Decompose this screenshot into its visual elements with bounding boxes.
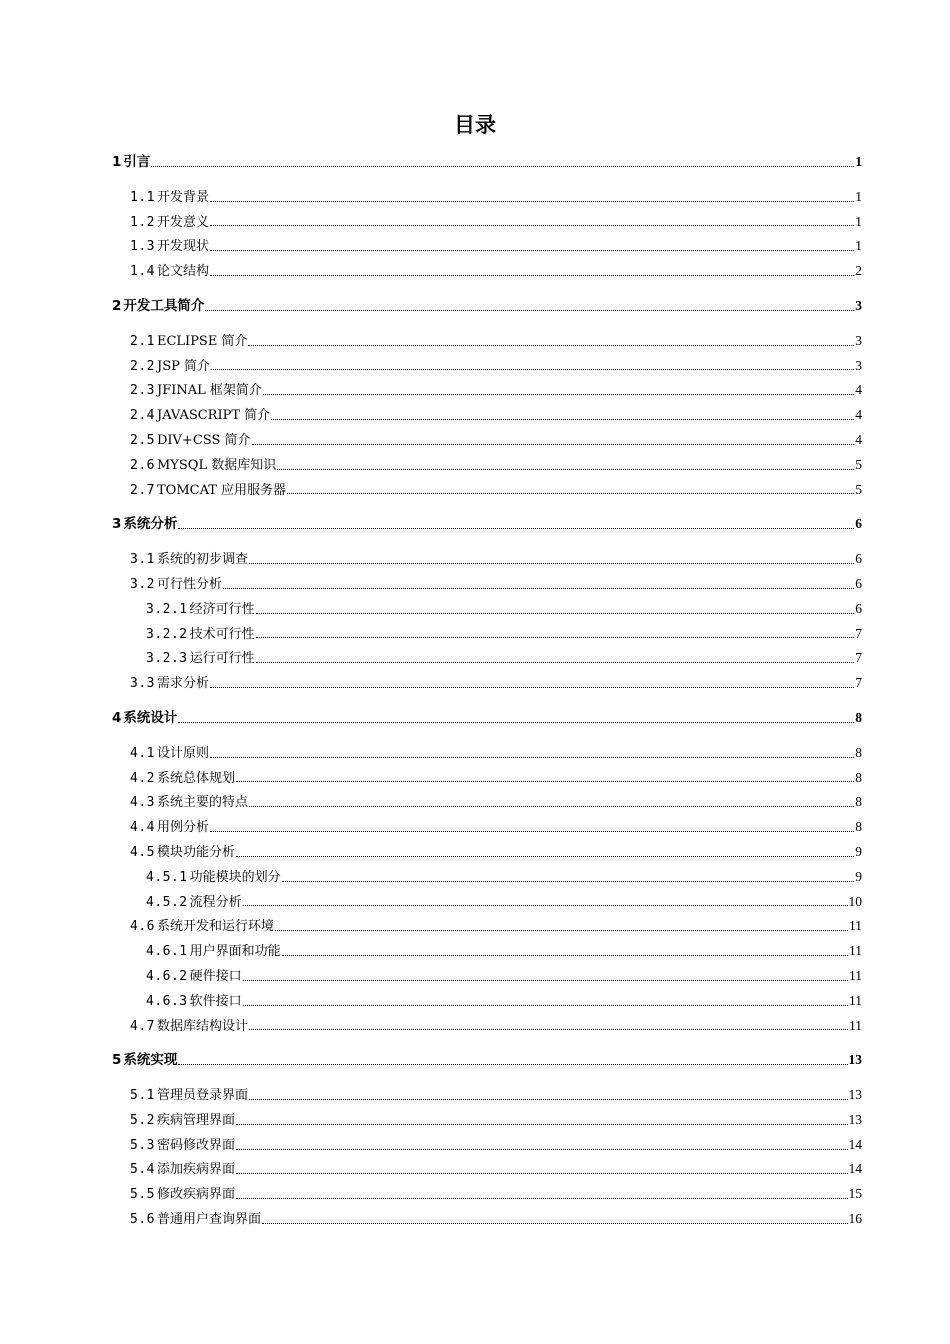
- toc-entry-page: 11: [849, 1017, 862, 1033]
- toc-entry[interactable]: [112, 890, 862, 915]
- toc-entry[interactable]: [112, 840, 862, 865]
- dot-leader: [236, 1149, 848, 1150]
- toc-entry[interactable]: [112, 378, 862, 403]
- toc-entry-number: 4: [112, 709, 122, 726]
- toc-entry-label: 密码修改界面: [156, 1137, 235, 1153]
- toc-entry-label: DIV+CSS 简介: [156, 432, 251, 448]
- toc-entry[interactable]: [112, 741, 862, 766]
- toc-entry-page: 8: [855, 744, 862, 760]
- dot-leader: [236, 1198, 848, 1199]
- toc-entry-page: 6: [855, 600, 862, 616]
- toc-entry-number: 2.6: [130, 457, 155, 473]
- toc-entry-label: 管理员登录界面: [156, 1088, 248, 1104]
- toc-entry-page: 6: [855, 575, 862, 591]
- toc-entry-label: 经济可行性: [189, 601, 255, 617]
- toc-entry-number: 2: [112, 297, 122, 314]
- toc-entry-page: 9: [855, 868, 862, 884]
- toc-entry-number: 5.2: [130, 1112, 155, 1128]
- toc-entry-number: 4.2: [130, 770, 155, 786]
- toc-entry-page: 2: [855, 263, 862, 279]
- dot-leader: [210, 757, 854, 758]
- toc-entry-number: 2.7: [130, 482, 155, 498]
- dot-leader: [223, 588, 854, 589]
- toc-entry[interactable]: [112, 815, 862, 840]
- toc-entry-number: 3: [112, 516, 122, 533]
- toc-entry[interactable]: [112, 622, 862, 647]
- toc-entry-number: 3.2: [130, 576, 155, 592]
- dot-leader: [287, 493, 854, 494]
- toc-entry-label: JAVASCRIPT 简介: [156, 408, 271, 424]
- toc-entry-page: 13: [848, 1052, 862, 1068]
- toc-entry-label: 数据库结构设计: [156, 1018, 248, 1034]
- toc-entry-page: 6: [855, 551, 862, 567]
- toc-entry-label: 系统设计: [123, 709, 178, 726]
- dot-leader: [249, 1099, 848, 1100]
- toc-entry-page: 5: [855, 481, 862, 497]
- toc-entry-label: JSP 简介: [156, 358, 210, 374]
- toc-entry-label: 普通用户查询界面: [156, 1212, 261, 1228]
- toc-entry-label: 开发现状: [156, 239, 209, 255]
- toc-entry[interactable]: [112, 1014, 862, 1039]
- toc-entry-page: 1: [855, 154, 862, 169]
- dot-leader: [236, 781, 854, 782]
- toc-entry[interactable]: [112, 706, 862, 731]
- toc-entry-label: 可行性分析: [156, 576, 222, 592]
- toc-entry-number: 3.2.1: [146, 601, 188, 617]
- toc-entry[interactable]: [112, 259, 862, 284]
- toc-entry-number: 1: [112, 154, 122, 170]
- toc-entry-number: 2.3: [130, 383, 155, 399]
- dot-leader: [275, 930, 848, 931]
- toc-entry[interactable]: [112, 547, 862, 572]
- dot-leader: [256, 662, 855, 663]
- toc-entry[interactable]: [112, 989, 862, 1014]
- toc-entry-page: 11: [849, 918, 862, 934]
- toc-entry-number: 1.1: [130, 189, 155, 205]
- toc-entry[interactable]: [112, 354, 862, 379]
- toc-entry-number: 2.1: [130, 333, 155, 349]
- toc-entry-page: 4: [855, 382, 862, 398]
- dot-leader: [282, 955, 848, 956]
- dot-leader: [256, 613, 855, 614]
- toc-entry-page: 7: [855, 625, 862, 641]
- toc-entry-number: 4.3: [130, 795, 155, 811]
- toc-entry-page: 3: [855, 357, 862, 373]
- toc-entry-number: 2.2: [130, 358, 155, 374]
- dot-leader: [243, 905, 848, 906]
- toc-entry[interactable]: [112, 646, 862, 671]
- toc-entry-page: 8: [855, 794, 862, 810]
- toc-entry-number: 2.5: [130, 432, 155, 448]
- toc-entry[interactable]: [112, 671, 862, 696]
- toc-entry[interactable]: [112, 329, 862, 354]
- toc-entry-number: 1.2: [130, 214, 155, 230]
- toc-entry-number: 2.4: [130, 408, 155, 424]
- toc-entry-number: 5.1: [130, 1088, 155, 1104]
- toc-entry[interactable]: [112, 1133, 862, 1158]
- toc-entry-number: 4.5: [130, 844, 155, 860]
- toc-entry-label: ECLIPSE 简介: [156, 333, 248, 349]
- toc-entry-page: 4: [855, 431, 862, 447]
- toc-entry-page: 10: [848, 893, 862, 909]
- toc-entry-number: 5: [112, 1052, 122, 1069]
- dot-leader: [252, 444, 855, 445]
- toc-entry[interactable]: [112, 1048, 862, 1073]
- toc-entry-number: 4.5.1: [146, 869, 188, 885]
- toc-entry[interactable]: [112, 939, 862, 964]
- toc-entry-label: 系统实现: [123, 1052, 178, 1069]
- toc-entry[interactable]: [112, 766, 862, 791]
- toc-entry[interactable]: [112, 210, 862, 235]
- toc-entry-page: 9: [855, 843, 862, 859]
- toc-entry-label: 软件接口: [189, 993, 242, 1009]
- toc-entry-page: 6: [855, 516, 862, 532]
- toc-entry-page: 13: [848, 1087, 862, 1103]
- toc-entry-page: 8: [855, 709, 862, 725]
- toc-entry[interactable]: [112, 1083, 862, 1108]
- dot-leader: [210, 201, 854, 202]
- toc-entry-number: 3.2.2: [146, 626, 188, 642]
- dot-leader: [263, 394, 854, 395]
- toc-entry[interactable]: [112, 294, 862, 319]
- toc-entry-page: 8: [855, 769, 862, 785]
- toc-entry-label: 流程分析: [189, 894, 242, 910]
- toc-entry[interactable]: [112, 150, 862, 175]
- toc-entry-page: 11: [849, 992, 862, 1008]
- dot-leader: [277, 469, 854, 470]
- toc-entry-number: 5.4: [130, 1162, 155, 1178]
- dot-leader: [178, 528, 854, 529]
- toc-entry-number: 3.3: [130, 676, 155, 692]
- toc-entry[interactable]: [112, 234, 862, 259]
- toc-entry-page: 16: [848, 1211, 862, 1227]
- toc-entry[interactable]: [112, 403, 862, 428]
- toc-entry-page: 3: [855, 332, 862, 348]
- toc-entry[interactable]: [112, 1157, 862, 1182]
- toc-entry-page: 1: [855, 238, 862, 254]
- toc-entry-number: 4.1: [130, 745, 155, 761]
- toc-entry-number: 4.6.2: [146, 968, 188, 984]
- toc-entry-label: 用例分析: [156, 820, 209, 836]
- toc-entry-number: 4.4: [130, 820, 155, 836]
- toc-entry[interactable]: [112, 478, 862, 503]
- dot-leader: [210, 275, 854, 276]
- dot-leader: [248, 345, 854, 346]
- dot-leader: [210, 687, 854, 688]
- toc-entry[interactable]: [112, 790, 862, 815]
- toc-entry-label: 疾病管理界面: [156, 1112, 235, 1128]
- toc-entry-label: 开发背景: [156, 189, 209, 205]
- toc-entry[interactable]: [112, 1207, 862, 1232]
- dot-leader: [249, 1029, 848, 1030]
- toc-entry-label: 硬件接口: [189, 968, 242, 984]
- dot-leader: [282, 881, 855, 882]
- toc-entry-page: 13: [848, 1111, 862, 1127]
- dot-leader: [210, 831, 854, 832]
- toc-entry[interactable]: [112, 428, 862, 453]
- dot-leader: [205, 310, 854, 311]
- toc-entry-label: 需求分析: [156, 676, 209, 692]
- toc-entry-page: 1: [855, 213, 862, 229]
- toc-entry-page: 14: [848, 1136, 862, 1152]
- toc-entry-number: 1.3: [130, 239, 155, 255]
- toc-entry-label: 添加疾病界面: [156, 1162, 235, 1178]
- toc-entry-label: JFINAL 框架简介: [156, 383, 262, 399]
- toc-entry[interactable]: [112, 597, 862, 622]
- toc-entry-number: 3.1: [130, 552, 155, 568]
- toc-entry[interactable]: [112, 572, 862, 597]
- dot-leader: [262, 1223, 848, 1224]
- toc-entry-page: 7: [855, 675, 862, 691]
- toc-entry[interactable]: [112, 914, 862, 939]
- toc-entry-number: 4.7: [130, 1018, 155, 1034]
- toc-entry-label: 模块功能分析: [156, 844, 235, 860]
- toc-entry-page: 11: [849, 943, 862, 959]
- dot-leader: [243, 980, 848, 981]
- dot-leader: [151, 166, 854, 167]
- dot-leader: [178, 1064, 847, 1065]
- toc-entry-label: 开发工具简介: [123, 297, 205, 314]
- dot-leader: [236, 1173, 848, 1174]
- toc-entry[interactable]: [112, 185, 862, 210]
- toc-entry-page: 1: [855, 188, 862, 204]
- toc-entry-label: 系统主要的特点: [156, 795, 248, 811]
- toc-entry-label: 系统分析: [123, 516, 178, 533]
- toc-entry-label: 技术可行性: [189, 626, 255, 642]
- toc-entry-label: 开发意义: [156, 214, 209, 230]
- dot-leader: [249, 563, 854, 564]
- toc-entry-page: 7: [855, 650, 862, 666]
- dot-leader: [178, 722, 854, 723]
- dot-leader: [243, 1005, 848, 1006]
- toc-entry[interactable]: [112, 1108, 862, 1133]
- toc-entry-label: 功能模块的划分: [189, 869, 281, 885]
- toc-entry-page: 15: [848, 1186, 862, 1202]
- toc-entry-page: 3: [855, 297, 862, 313]
- toc-entry-number: 4.6: [130, 919, 155, 935]
- toc-entry-label: 修改疾病界面: [156, 1187, 235, 1203]
- toc-entry-page: 11: [849, 967, 862, 983]
- dot-leader: [256, 637, 855, 638]
- toc-entry-number: 3.2.3: [146, 651, 188, 667]
- dot-leader: [211, 369, 854, 370]
- dot-leader: [249, 806, 854, 807]
- toc-entry-number: 5.3: [130, 1137, 155, 1153]
- dot-leader: [236, 856, 854, 857]
- toc-entry-label: 系统开发和运行环境: [156, 919, 274, 935]
- toc-entry-label: 运行可行性: [189, 651, 255, 667]
- toc-entry[interactable]: [112, 1182, 862, 1207]
- toc-entry-number: 5.5: [130, 1187, 155, 1203]
- toc-entry-label: 系统总体规划: [156, 770, 235, 786]
- dot-leader: [271, 419, 854, 420]
- toc-entry-label: 引言: [123, 154, 151, 170]
- toc-entry-label: 论文结构: [156, 264, 209, 280]
- toc-entry-number: 4.5.2: [146, 894, 188, 910]
- toc-entry-page: 14: [848, 1161, 862, 1177]
- toc-entry-number: 4.6.1: [146, 944, 188, 960]
- toc-entry-number: 4.6.3: [146, 993, 188, 1009]
- toc-entry-page: 8: [855, 819, 862, 835]
- dot-leader: [210, 250, 854, 251]
- toc-entry[interactable]: [112, 964, 862, 989]
- toc-entry-number: 5.6: [130, 1212, 155, 1228]
- toc-entry[interactable]: [112, 453, 862, 478]
- toc-entry-label: 设计原则: [156, 745, 209, 761]
- toc-entry-label: 系统的初步调查: [156, 552, 248, 568]
- toc-entry-page: 4: [855, 407, 862, 423]
- toc-entry-label: 用户界面和功能: [189, 944, 281, 960]
- toc-entry-page: 5: [855, 456, 862, 472]
- dot-leader: [236, 1124, 848, 1125]
- toc-entry[interactable]: [112, 865, 862, 890]
- table-of-contents: [112, 150, 862, 1232]
- toc-entry-label: TOMCAT 应用服务器: [156, 482, 287, 498]
- page-title: 目录: [454, 113, 496, 137]
- toc-entry-number: 1.4: [130, 264, 155, 280]
- toc-entry[interactable]: [112, 512, 862, 537]
- toc-entry-label: MYSQL 数据库知识: [156, 457, 277, 473]
- dot-leader: [210, 225, 854, 226]
